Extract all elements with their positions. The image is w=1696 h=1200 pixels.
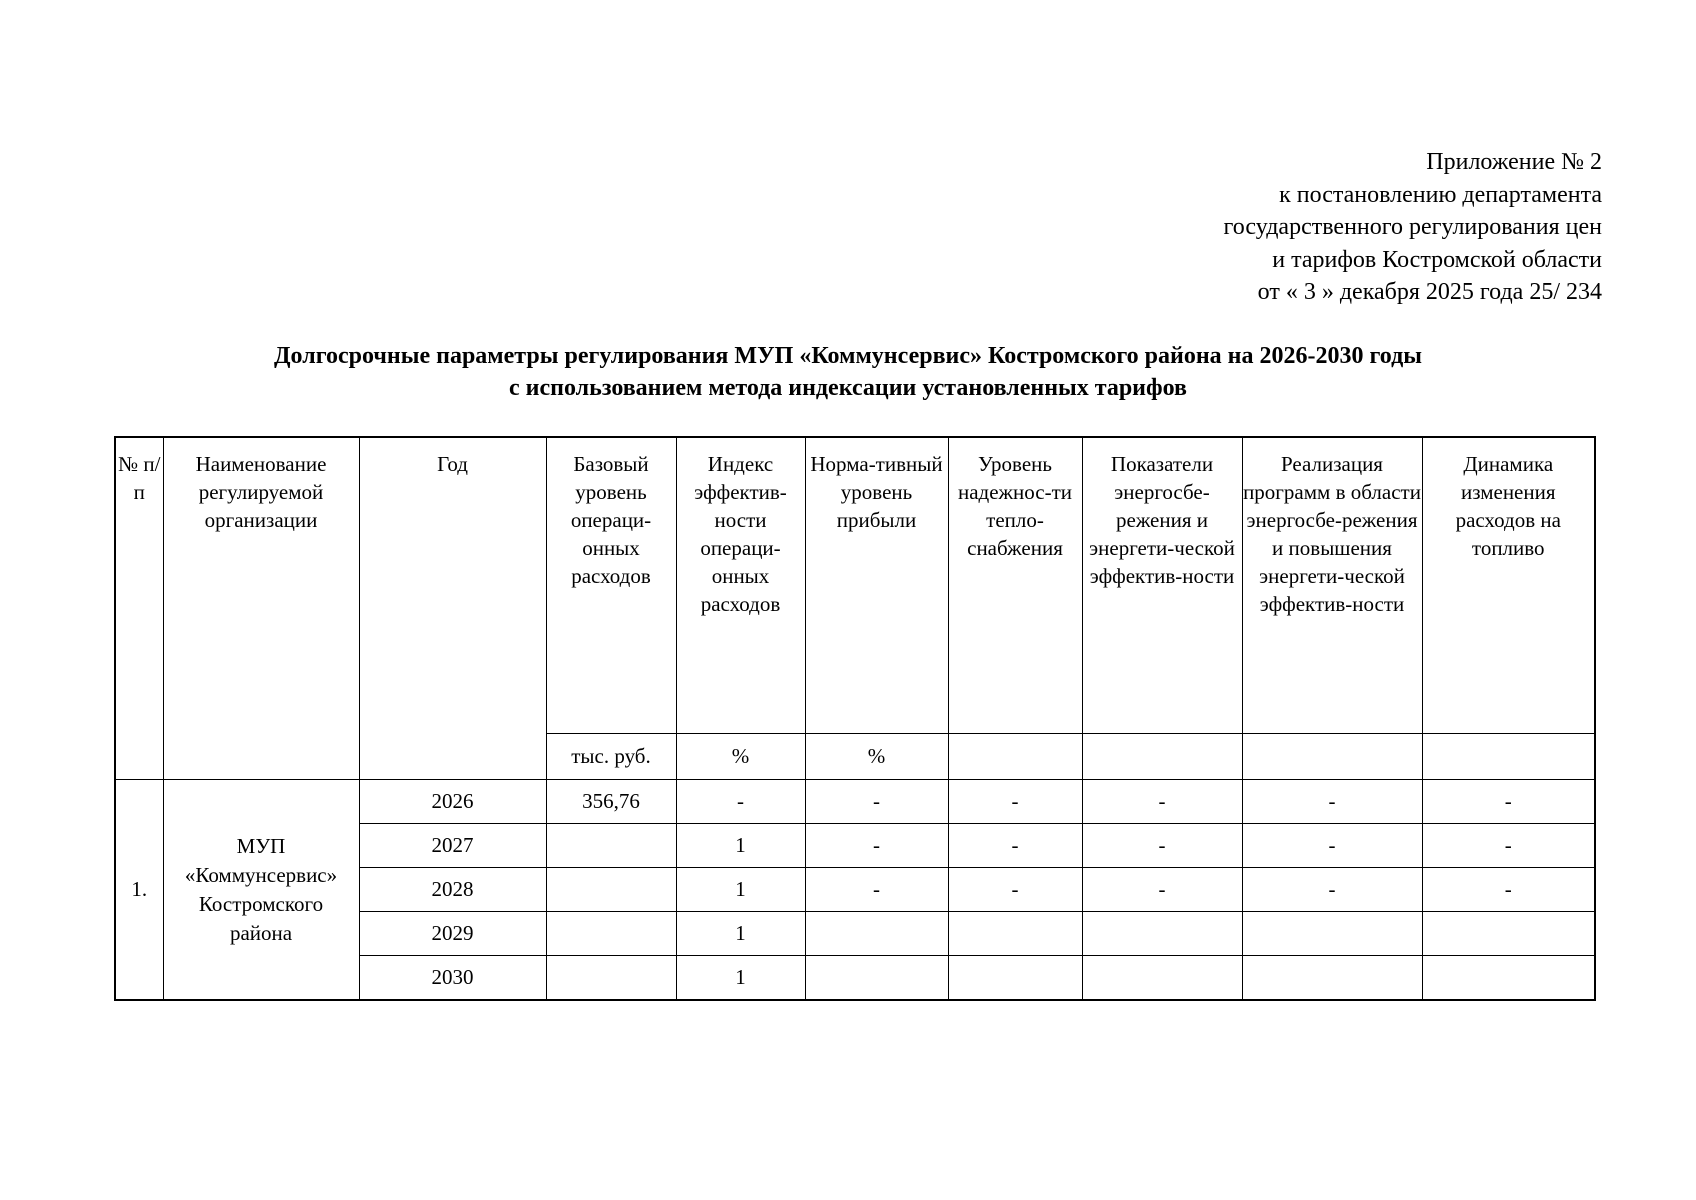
appendix-line-1: Приложение № 2 (1426, 149, 1602, 175)
cell-fuel-dynamics (1422, 912, 1595, 956)
appendix-line-3: государственного регулирования цен (1223, 214, 1602, 240)
unit-reliability (948, 734, 1082, 780)
header-num: № п/п (115, 437, 163, 780)
cell-programs (1242, 956, 1422, 1001)
cell-profit-level: - (805, 780, 948, 824)
title-line-2: с использованием метода индексации установленных тарифов (509, 375, 1187, 401)
header-programs: Реализация программ в области энергосбе-режения и повышения энергети-ческой эффектив-ности (1242, 437, 1422, 734)
unit-energy-saving (1082, 734, 1242, 780)
cell-programs: - (1242, 824, 1422, 868)
cell-reliability: - (948, 824, 1082, 868)
unit-profit-level: % (805, 734, 948, 780)
cell-programs: - (1242, 780, 1422, 824)
unit-fuel-dynamics (1422, 734, 1595, 780)
cell-year: 2029 (359, 912, 546, 956)
cell-fuel-dynamics (1422, 956, 1595, 1001)
cell-reliability (948, 956, 1082, 1001)
appendix-line-4: и тарифов Костромской области (1272, 246, 1602, 273)
unit-base-opex: тыс. руб. (546, 734, 676, 780)
appendix-block (1224, 146, 1602, 309)
appendix-line-5: от « 3 » декабря 2025 года 25/ 234 (1257, 279, 1602, 305)
cell-profit-level: - (805, 868, 948, 912)
cell-fuel-dynamics: - (1422, 780, 1595, 824)
table-row (115, 780, 1595, 824)
row-number: 1. (115, 780, 163, 1001)
cell-base-opex (546, 912, 676, 956)
header-base-opex: Базовый уровень операци-онных расходов (546, 437, 676, 734)
cell-year: 2028 (359, 868, 546, 912)
cell-reliability: - (948, 868, 1082, 912)
cell-energy-saving (1082, 912, 1242, 956)
cell-efficiency-index: - (676, 780, 805, 824)
appendix-line-2: к постановлению департамента (1279, 181, 1602, 208)
header-reliability: Уровень надежнос-ти тепло-снабжения (948, 437, 1082, 734)
cell-efficiency-index: 1 (676, 956, 805, 1001)
cell-energy-saving: - (1082, 780, 1242, 824)
cell-year: 2027 (359, 824, 546, 868)
header-efficiency-index: Индекс эффектив-ности операци-онных расходов (676, 437, 805, 734)
org-name-line-3: Костромского (198, 891, 324, 916)
cell-fuel-dynamics: - (1422, 868, 1595, 912)
cell-base-opex (546, 956, 676, 1001)
cell-profit-level: - (805, 824, 948, 868)
cell-efficiency-index: 1 (676, 912, 805, 956)
organization-name (163, 780, 359, 1001)
cell-programs: - (1242, 868, 1422, 912)
cell-profit-level (805, 956, 948, 1001)
header-year: Год (359, 437, 546, 780)
cell-energy-saving (1082, 956, 1242, 1001)
cell-efficiency-index: 1 (676, 824, 805, 868)
header-energy-saving: Показатели энергосбе-режения и энергети-ческой эффектив-ности (1082, 437, 1242, 734)
header-profit-level: Норма-тивный уровень прибыли (805, 437, 948, 734)
cell-reliability: - (948, 780, 1082, 824)
cell-energy-saving: - (1082, 868, 1242, 912)
unit-programs (1242, 734, 1422, 780)
cell-programs (1242, 912, 1422, 956)
parameters-table (114, 436, 1596, 1001)
cell-efficiency-index: 1 (676, 868, 805, 912)
cell-year: 2030 (359, 956, 546, 1001)
title-line-1: Долгосрочные параметры регулирования МУП «Коммунсервис» Костромского района на 2026-2030 годы (274, 343, 1422, 369)
cell-reliability (948, 912, 1082, 956)
cell-base-opex: 356,76 (546, 780, 676, 824)
header-fuel-dynamics: Динамика изменения расходов на топливо (1422, 437, 1595, 734)
table-header-row (115, 437, 1595, 734)
cell-base-opex (546, 868, 676, 912)
org-name-line-1: МУП (236, 833, 286, 858)
unit-efficiency-index: % (676, 734, 805, 780)
cell-energy-saving: - (1082, 824, 1242, 868)
document-title (0, 340, 1696, 404)
cell-fuel-dynamics: - (1422, 824, 1595, 868)
cell-profit-level (805, 912, 948, 956)
org-name-line-2: «Коммунсервис» (184, 862, 338, 887)
cell-year: 2026 (359, 780, 546, 824)
header-org: Наименование регулируемой организации (163, 437, 359, 780)
org-name-line-4: района (229, 920, 293, 945)
cell-base-opex (546, 824, 676, 868)
